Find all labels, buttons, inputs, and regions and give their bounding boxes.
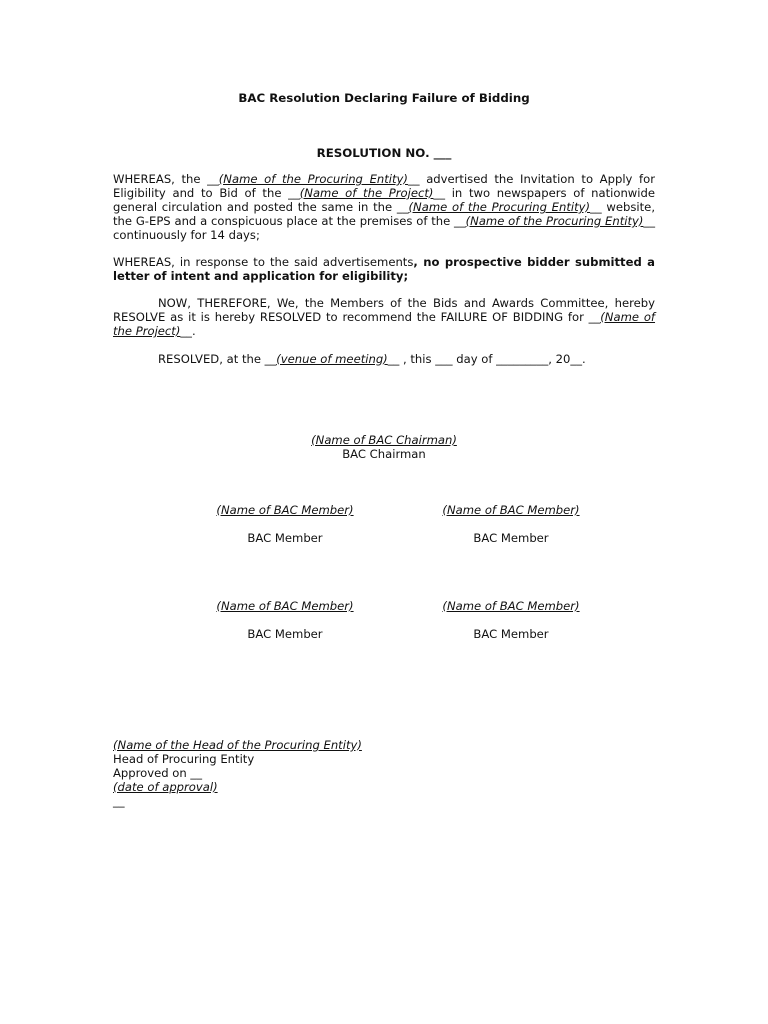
bac-member-role: BAC Member <box>247 531 323 545</box>
p4-placeholder-venue: (venue of meeting) <box>276 352 388 366</box>
approval-line <box>113 766 513 808</box>
p2-text: WHEREAS, in response to the said advertisements <box>113 255 414 269</box>
p3-text-1: NOW, THEREFORE, We, the Members of the Bids and Awards Committee, hereby RESOLVE as it is hereby RESOLVED to recommend the FAILURE OF BIDDING for __ <box>113 296 655 324</box>
p1-placeholder-procuring-entity-3: (Name of the Procuring Entity) <box>465 214 644 228</box>
bac-member-name: (Name of BAC Member) <box>442 503 580 517</box>
signature-head-of-procuring-entity <box>113 738 513 808</box>
p1-text-2: __ advertised the Invitation to Apply for Eligibility and to Bid of the __ <box>113 172 656 200</box>
resolution-number: RESOLUTION NO. ___ <box>316 146 452 160</box>
approval-prefix: Approved on __ <box>113 766 203 780</box>
p3-placeholder-project: (Name of the Project) <box>113 310 656 338</box>
now-therefore-paragraph <box>113 296 655 338</box>
approval-date-placeholder: (date of approval) <box>113 780 218 794</box>
p2-bold-text: , no prospective bidder submitted a letter of intent and application for eligibility; <box>113 255 655 283</box>
bac-member-name: (Name of BAC Member) <box>442 599 580 613</box>
p4-text-2: __ , this ___ day of _________, 20__. <box>387 352 586 366</box>
document-title: BAC Resolution Declaring Failure of Bidding <box>238 91 530 105</box>
p1-placeholder-project: (Name of the Project) <box>299 186 434 200</box>
p1-text-4: __ website, the G-EPS and a conspicuous place at the premises of the __ <box>113 200 655 228</box>
bac-member-role: BAC Member <box>473 627 549 641</box>
signature-bac-member-4 <box>396 599 626 641</box>
bac-member-role: BAC Member <box>473 531 549 545</box>
approval-suffix: __ <box>113 794 125 808</box>
p3-text-2: __. <box>180 324 196 338</box>
signature-bac-member-1 <box>170 503 400 545</box>
whereas-paragraph-2 <box>113 255 655 283</box>
p4-text-1: RESOLVED, at the __ <box>158 352 277 366</box>
p1-text-1: WHEREAS, the __ <box>113 172 219 186</box>
bac-chairman-role: BAC Chairman <box>342 447 426 461</box>
head-name: (Name of the Head of the Procuring Entity) <box>113 738 362 752</box>
p1-placeholder-procuring-entity: (Name of the Procuring Entity) <box>218 172 408 186</box>
p1-text-3: __ in two newspapers of nationwide general circulation and posted the same in the __ <box>113 186 655 214</box>
p1-text-5: __ continuously for 14 days; <box>113 214 655 242</box>
bac-member-role: BAC Member <box>247 627 323 641</box>
signature-bac-chairman <box>284 433 484 461</box>
bac-member-name: (Name of BAC Member) <box>216 599 354 613</box>
whereas-paragraph-1 <box>113 172 655 242</box>
signature-bac-member-3 <box>170 599 400 641</box>
p1-placeholder-procuring-entity-2: (Name of the Procuring Entity) <box>408 200 591 214</box>
resolved-paragraph <box>113 352 655 366</box>
bac-member-name: (Name of BAC Member) <box>216 503 354 517</box>
signature-bac-member-2 <box>396 503 626 545</box>
head-role: Head of Procuring Entity <box>113 752 255 766</box>
bac-chairman-name: (Name of BAC Chairman) <box>311 433 457 447</box>
